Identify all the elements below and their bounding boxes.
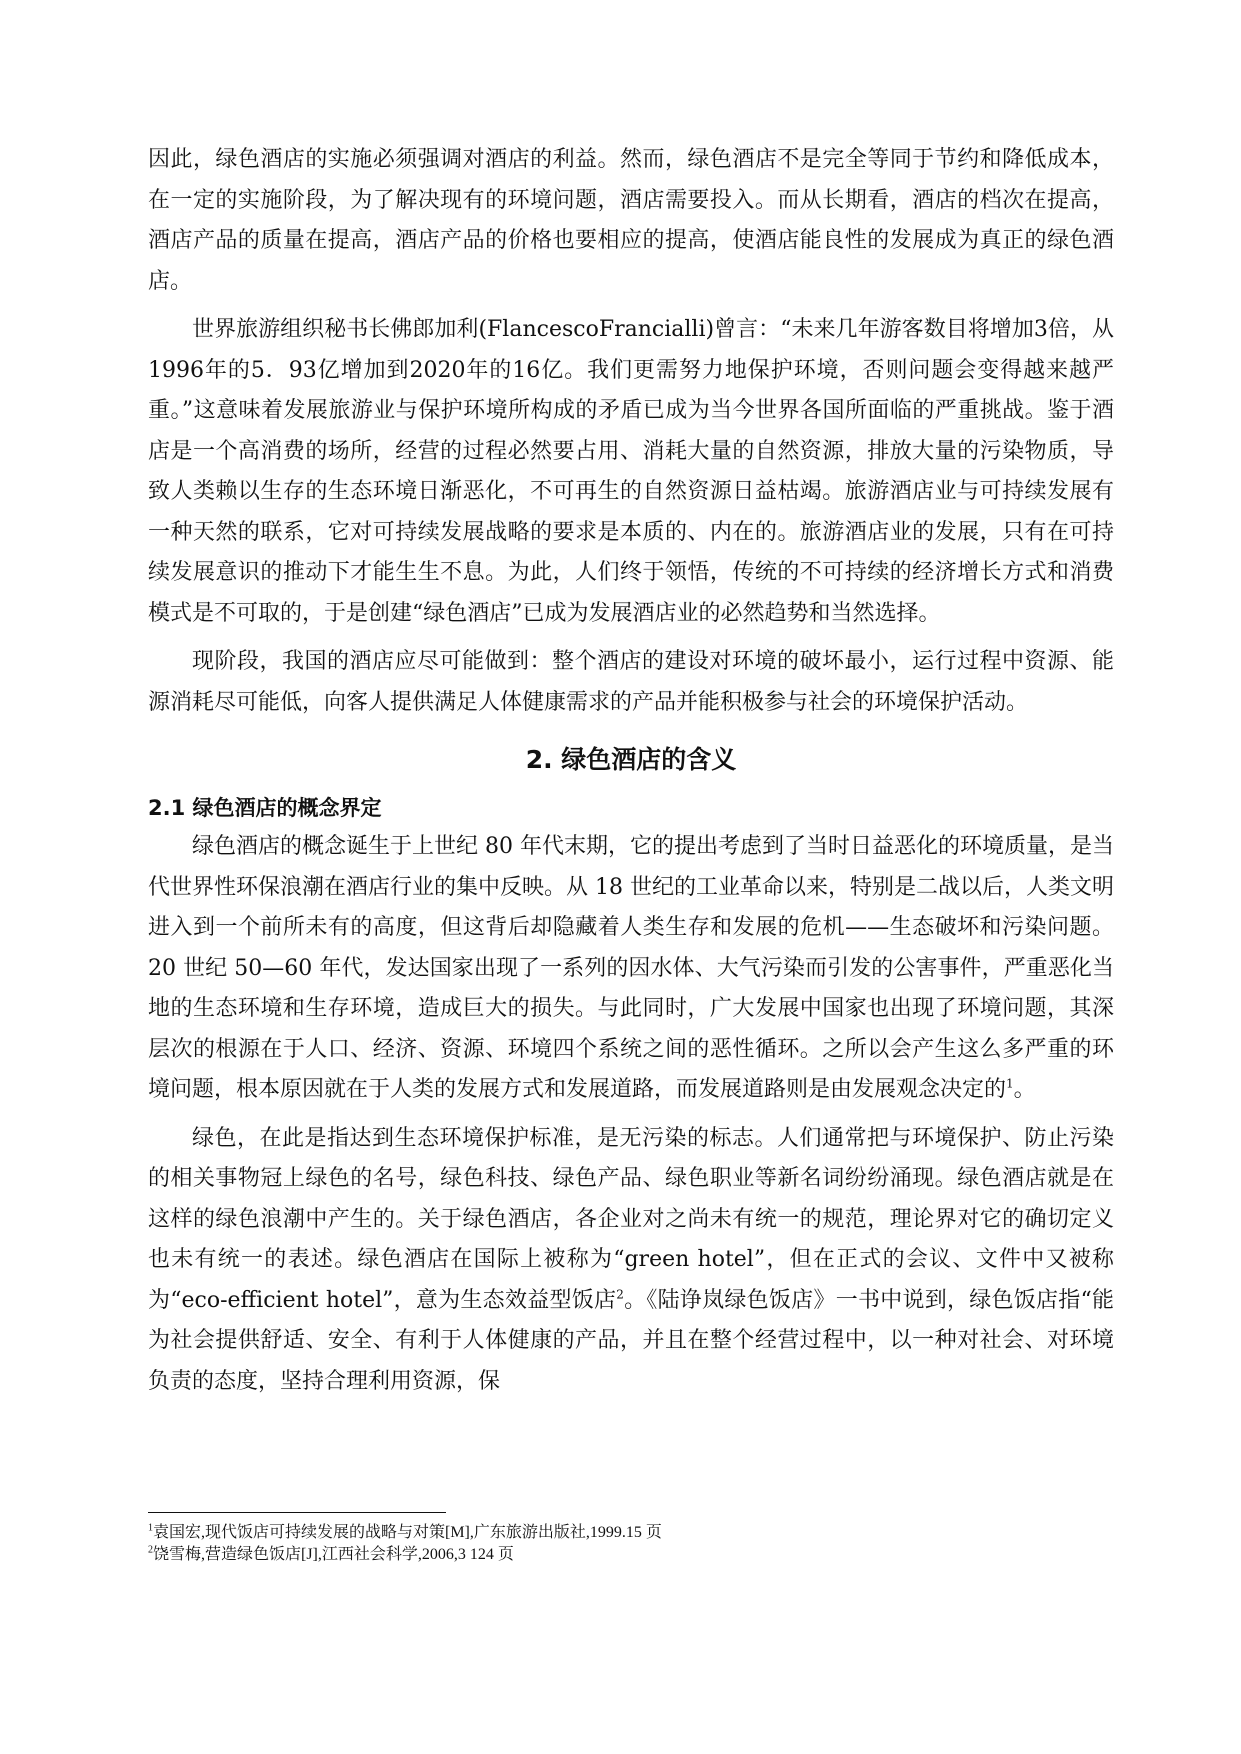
footnotes <box>148 1522 1114 1566</box>
subsection-heading: 2.1 绿色酒店的概念界定 <box>148 796 382 820</box>
footnote-2-text: 饶雪梅,营造绿色饭店[J],江西社会科学,2006,3 124 页 <box>153 1546 514 1563</box>
paragraph-concept-1 <box>148 827 1114 1111</box>
paragraph-intro-3: 现阶段，我国的酒店应尽可能做到：整个酒店的建设对环境的破坏最小，运行过程中资源、能源消耗尽可能低，向客人提供满足人体健康需求的产品并能积极参与社会的环境保护活动。 <box>148 649 1114 715</box>
footnote-2-mark: 2 <box>148 1544 153 1556</box>
footnote-2 <box>148 1544 1114 1566</box>
footnote-1 <box>148 1522 1114 1544</box>
paragraph-intro-1: 因此，绿色酒店的实施必须强调对酒店的利益。然而，绿色酒店不是完全等同于节约和降低成本，在一定的实施阶段，为了解决现有的环境问题，酒店需要投入。而从长期看，酒店的档次在提高，酒店产品的质量在提高，酒店产品的价格也要相应的提高，使酒店能良性的发展成为真正的绿色酒店。 <box>148 147 1114 294</box>
footnote-ref-1: 1 <box>1006 1076 1014 1091</box>
paragraph-concept-1-text: 绿色酒店的概念诞生于上世纪 80 年代末期，它的提出考虑到了当时日益恶化的环境质量，是当代世界性环保浪潮在酒店行业的集中反映。从 18 世纪的工业革命以来，特别是二战以后，人类文明进入到一个前所未有的高度，但这背后却隐藏着人类生存和发展的危机——生态破坏和污染问题。20 世纪 50—60 年代，发达国家出现了一系列的因水体、大气污染而引发的公害事件，严重恶化当地的生态环境和生存环境，造成巨大的损失。与此同时，广大发展中国家也出现了环境问题，其深层次的根源在于人口、经济、资源、环境四个系统之间的恶性循环。之所以会产生这么多严重的环境问题，根本原因就在于人类的发展方式和发展道路，而发展道路则是由发展观念决定的 <box>148 834 1114 1102</box>
paragraph-concept-2 <box>148 1119 1114 1403</box>
paragraph-concept-2-text-a: 绿色，在此是指达到生态环境保护标准，是无污染的标志。人们通常把与环境保护、防止污染的相关事物冠上绿色的名号，绿色科技、绿色产品、绿色职业等新名词纷纷涌现。绿色酒店就是在这样的绿色浪潮中产生的。关于绿色酒店，各企业对之尚未有统一的规范，理论界对它的确切定义也未有统一的表述。绿色酒店在国际上被称为“green hotel”，但在正式的会议、文件中又被称为“eco-efficient hotel”，意为生态效益型饭店 <box>148 1125 1114 1313</box>
footnote-1-text: 袁国宏,现代饭店可持续发展的战略与对策[M],广东旅游出版社,1999.15 页 <box>153 1524 662 1541</box>
footnote-divider <box>148 1512 446 1513</box>
paragraph-concept-2-text-b: 。《陆诤岚绿色饭店》一书中说到，绿色饭店指“能为社会提供舒适、安全、有利于人体健康的产品，并且在整个经营过程中，以一种对社会、对环境负责的态度，坚持合理利用资源，保 <box>148 1287 1115 1394</box>
section-heading: 2. 绿色酒店的含义 <box>525 745 737 774</box>
paragraph-intro-2: 世界旅游组织秘书长佛郎加利(FlancescoFrancialli)曾言：“未来几年游客数目将增加3倍，从1996年的5．93亿增加到2020年的16亿。我们更需努力地保护环境，否则问题会变得越来越严重。”这意味着发展旅游业与保护环境所构成的矛盾已成为当今世界各国所面临的严重挑战。鉴于酒店是一个高消费的场所，经营的过程必然要占用、消耗大量的自然资源，排放大量的污染物质，导致人类赖以生存的生态环境日渐恶化，不可再生的自然资源日益枯竭。旅游酒店业与可持续发展有一种天然的联系，它对可持续发展战略的要求是本质的、内在的。旅游酒店业的发展，只有在可持续发展意识的推动下才能生生不息。为此，人们终于领悟，传统的不可持续的经济增长方式和消费模式是不可取的，于是创建“绿色酒店”已成为发展酒店业的必然趋势和当然选择。 <box>148 317 1114 626</box>
paragraph-concept-1-end: 。 <box>1013 1077 1036 1102</box>
footnote-ref-2: 2 <box>616 1287 624 1302</box>
footnote-1-mark: 1 <box>148 1522 153 1534</box>
document-body <box>148 140 1114 1402</box>
